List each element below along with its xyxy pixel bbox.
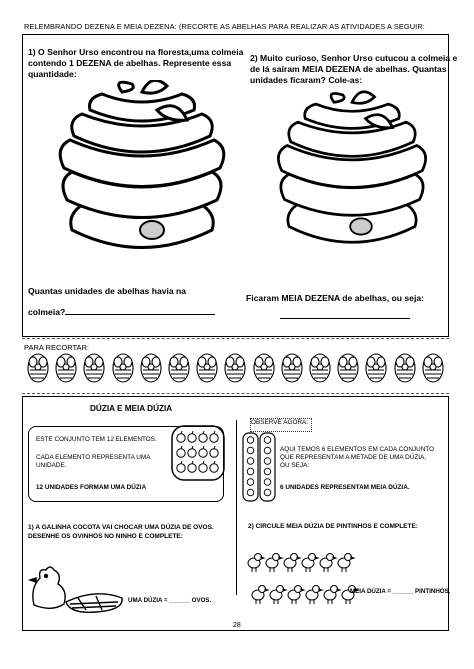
bee-cutout[interactable] <box>26 352 50 384</box>
half-text: AQUI TEMOS 6 ELEMENTOS EM CADA CONJUNTO QUE REPRESENTAM A METADE DE UMA DÚZIA, OU SEJA: <box>280 446 435 469</box>
observe-label: OBSERVE AGORA: <box>250 418 312 432</box>
bee-cutout-row <box>22 352 447 386</box>
bee-cutout[interactable] <box>252 352 276 384</box>
beehive-left <box>42 80 242 270</box>
set-text-3: 12 UNIDADES FORMAM UMA DÚZIA <box>36 484 147 491</box>
question-3-line2: colmeia? <box>28 307 66 317</box>
chicks-illustration <box>246 545 364 605</box>
question-6: 2) CIRCULE MEIA DÚZIA DE PINTINHOS E COMPLETE: <box>248 523 418 530</box>
hen-nest-illustration <box>26 560 126 616</box>
bee-cutout[interactable] <box>167 352 191 384</box>
question-2: 2) Muito curioso, Senhor Urso cutucou a colmeia e de lá saíram MEIA DEZENA de abelhas. Quantas unidades ficaram? Cole-as: <box>250 53 458 85</box>
bee-cutout[interactable] <box>54 352 78 384</box>
bee-cutout[interactable] <box>111 352 135 384</box>
cutout-label: PARA RECORTAR: <box>24 343 90 352</box>
duzia-title: DÚZIA E MEIA DÚZIA <box>90 404 173 413</box>
answer-line-4[interactable] <box>280 318 410 319</box>
bee-cutout[interactable] <box>82 352 106 384</box>
cut-line-bottom <box>22 393 449 394</box>
bee-cutout[interactable] <box>223 352 247 384</box>
answer-line-3[interactable] <box>65 314 215 315</box>
bee-cutout[interactable] <box>364 352 388 384</box>
question-5: 1) A GALINHA COCOTA VAI CHOCAR UMA DÚZIA DE OVOS. DESENHE OS OVINHOS NO NINHO E COMPLETE: <box>28 524 214 540</box>
question-5-answer: UMA DÚZIA = ______ OVOS. <box>128 597 212 604</box>
set-text-1: ESTE CONJUNTO TEM 12 ELEMENTOS. <box>36 436 157 443</box>
half-dozen-sets-illustration <box>242 432 276 502</box>
bee-cutout[interactable] <box>336 352 360 384</box>
dozen-apples-illustration <box>170 424 226 482</box>
question-4: Ficaram MEIA DEZENA de abelhas, ou seja: <box>246 293 424 303</box>
bee-cutout[interactable] <box>195 352 219 384</box>
bee-cutout[interactable] <box>280 352 304 384</box>
set-text-2: CADA ELEMENTO REPRESENTA UMA UNIDADE. <box>36 454 151 469</box>
divider-vertical <box>236 420 237 595</box>
page-number: 28 <box>233 622 241 629</box>
page-header: RELEMBRANDO DEZENA E MEIA DEZENA: (RECORTE AS ABELHAS PARA REALIZAR AS ATIVIDADES A SEGUIR: <box>24 22 425 31</box>
bee-cutout[interactable] <box>421 352 445 384</box>
question-6-answer: MEIA DÚZIA = ______ PINTINHOS. <box>350 588 451 595</box>
beehive-right <box>262 82 442 272</box>
question-1: 1) O Senhor Urso encontrou na floresta,uma colmeia contendo 1 DEZENA de abelhas. Represente essa quantidade: <box>28 47 244 79</box>
bee-cutout[interactable] <box>308 352 332 384</box>
half-result: 6 UNIDADES REPRESENTAM MEIA DÚZIA. <box>280 484 410 491</box>
bee-cutout[interactable] <box>139 352 163 384</box>
cut-line-top <box>22 338 449 339</box>
question-3 <box>28 286 238 318</box>
bee-cutout[interactable] <box>393 352 417 384</box>
question-3-line1: Quantas unidades de abelhas havia na <box>28 286 187 296</box>
